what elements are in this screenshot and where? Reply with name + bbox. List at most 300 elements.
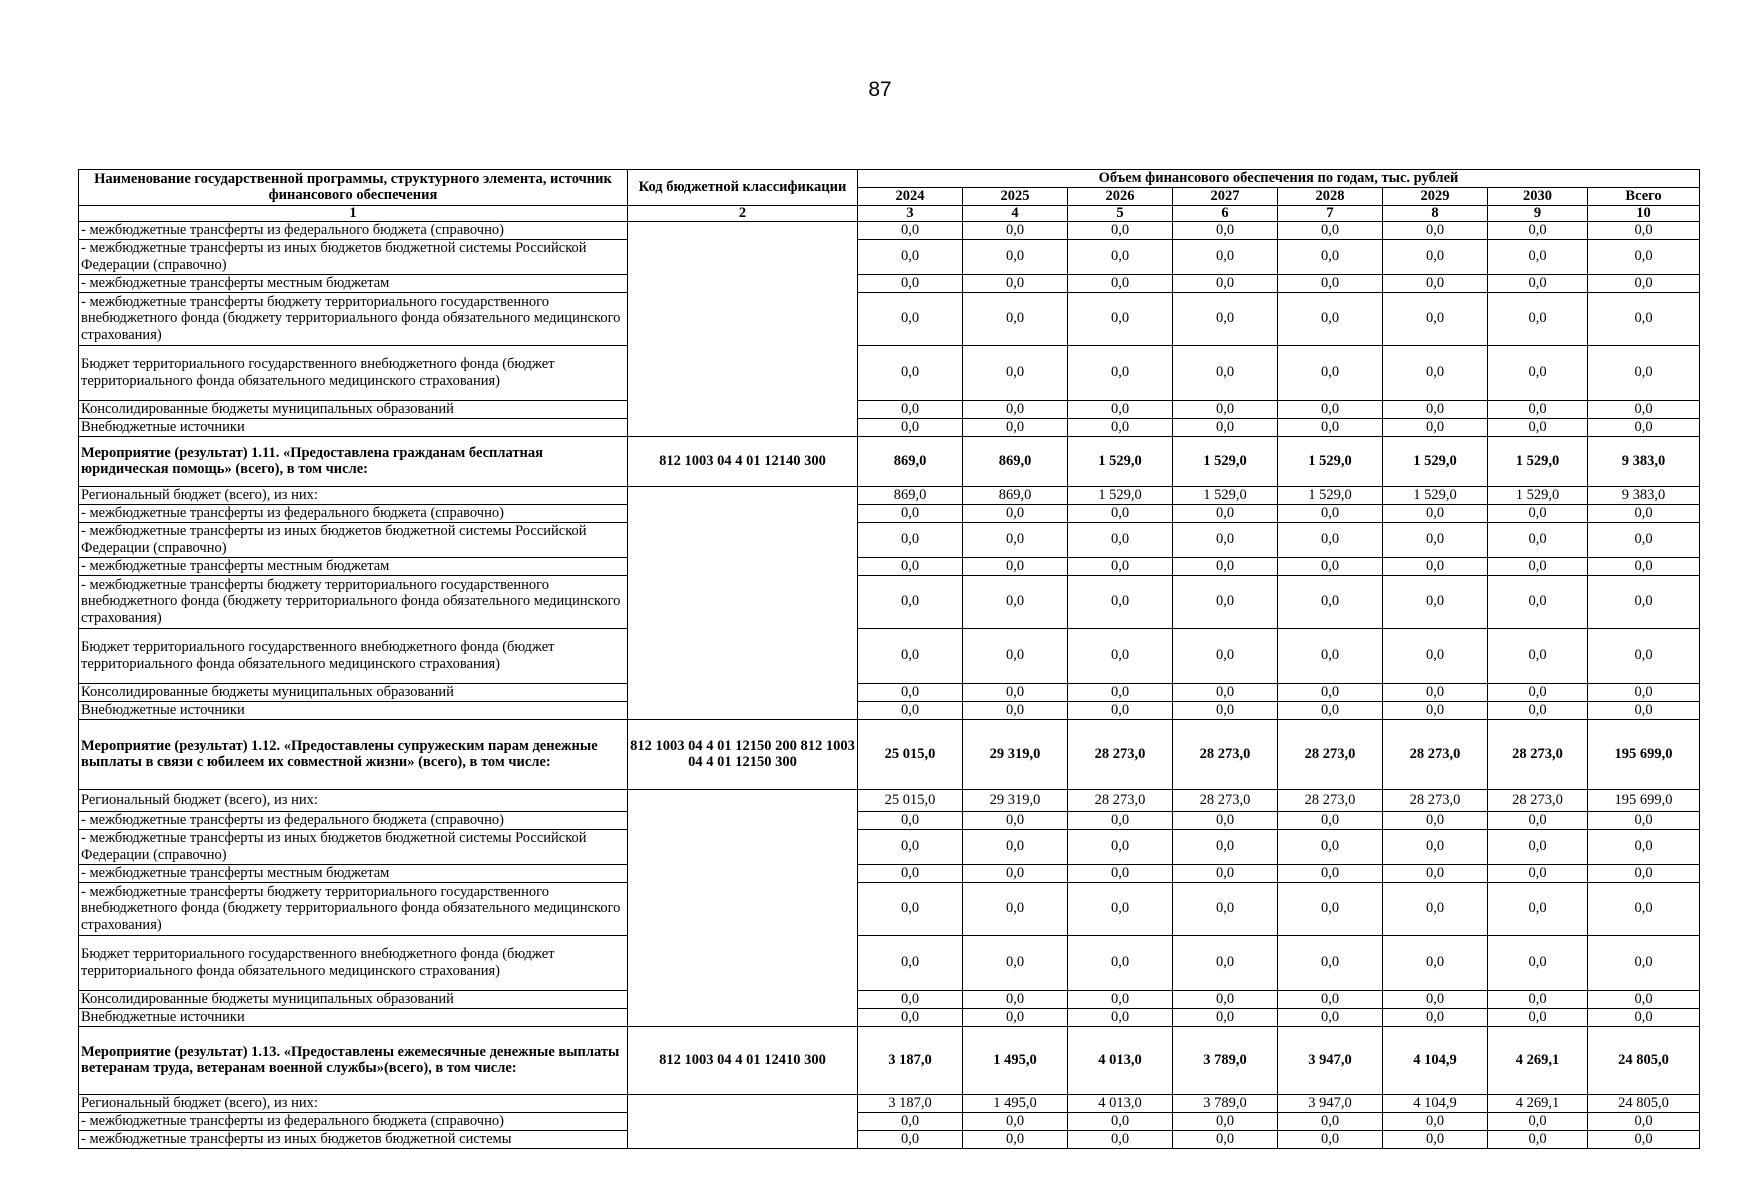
row-name: Региональный бюджет (всего), из них: (79, 486, 628, 504)
value-cell: 0,0 (858, 701, 963, 719)
budget-code: 812 1003 04 4 01 12150 200 812 1003 04 4 01 12150 300 (628, 719, 858, 789)
value-total: 0,0 (1588, 504, 1700, 522)
value-total: 0,0 (1588, 274, 1700, 292)
row-name: Бюджет территориального государственного внебюджетного фонда (бюджет территориального фонда обязательного медицинского страхования) (79, 345, 628, 400)
table-row (79, 990, 1700, 1008)
value-cell: 0,0 (1383, 274, 1488, 292)
value-cell: 0,0 (1173, 864, 1278, 882)
value-cell: 29 319,0 (963, 789, 1068, 811)
value-cell: 0,0 (963, 239, 1068, 274)
header-year: 2026 (1068, 188, 1173, 206)
value-cell: 0,0 (1383, 504, 1488, 522)
value-cell: 0,0 (1278, 829, 1383, 864)
column-index: 3 (858, 205, 963, 221)
value-cell: 0,0 (1488, 522, 1588, 557)
row-name: - межбюджетные трансферты местным бюджетам (79, 864, 628, 882)
row-name: Внебюджетные источники (79, 1008, 628, 1026)
table-row (79, 701, 1700, 719)
value-cell: 0,0 (1068, 882, 1173, 935)
value-cell: 0,0 (1173, 1008, 1278, 1026)
value-cell: 4 013,0 (1068, 1026, 1173, 1094)
column-index: 9 (1488, 205, 1588, 221)
row-name: Региональный бюджет (всего), из них: (79, 1094, 628, 1112)
value-total: 0,0 (1588, 882, 1700, 935)
value-cell: 0,0 (858, 864, 963, 882)
value-cell: 1 529,0 (1068, 436, 1173, 486)
value-cell: 0,0 (1068, 418, 1173, 436)
table-row (79, 935, 1700, 990)
value-cell: 0,0 (1173, 418, 1278, 436)
value-cell: 0,0 (963, 864, 1068, 882)
row-name: - межбюджетные трансферты из иных бюджетов бюджетной системы (79, 1130, 628, 1148)
activity-row (79, 436, 1700, 486)
activity-row (79, 1026, 1700, 1094)
value-cell: 0,0 (1278, 557, 1383, 575)
row-name: - межбюджетные трансферты из иных бюджетов бюджетной системы Российской Федерации (справочно) (79, 522, 628, 557)
value-cell: 0,0 (858, 575, 963, 628)
value-cell: 0,0 (1278, 522, 1383, 557)
value-cell: 0,0 (1278, 274, 1383, 292)
value-cell: 0,0 (1278, 1112, 1383, 1130)
value-cell: 0,0 (858, 811, 963, 829)
header-year: 2024 (858, 188, 963, 206)
value-cell: 0,0 (1383, 557, 1488, 575)
value-cell: 0,0 (963, 575, 1068, 628)
value-cell: 0,0 (1278, 1130, 1383, 1148)
value-cell: 0,0 (1173, 683, 1278, 701)
value-cell: 0,0 (963, 221, 1068, 239)
table-row (79, 829, 1700, 864)
value-total: 0,0 (1588, 628, 1700, 683)
value-total: 0,0 (1588, 829, 1700, 864)
value-cell: 0,0 (1488, 935, 1588, 990)
value-cell: 0,0 (1488, 1130, 1588, 1148)
value-cell: 0,0 (1278, 504, 1383, 522)
value-cell: 0,0 (1278, 1008, 1383, 1026)
value-cell: 0,0 (1173, 345, 1278, 400)
value-cell: 4 104,9 (1383, 1026, 1488, 1094)
row-name: - межбюджетные трансферты бюджету территориального государственного внебюджетного фонда (бюджету территориального фонда обязательного медицинского страхования) (79, 292, 628, 345)
value-cell: 0,0 (1488, 1112, 1588, 1130)
table-body (79, 221, 1700, 1148)
value-total: 9 383,0 (1588, 486, 1700, 504)
value-cell: 0,0 (1383, 829, 1488, 864)
value-cell: 28 273,0 (1278, 789, 1383, 811)
value-cell: 0,0 (1068, 345, 1173, 400)
value-cell: 0,0 (1383, 575, 1488, 628)
value-total: 195 699,0 (1588, 719, 1700, 789)
value-total: 195 699,0 (1588, 789, 1700, 811)
value-cell: 0,0 (1278, 292, 1383, 345)
value-cell: 0,0 (1488, 274, 1588, 292)
value-total: 0,0 (1588, 701, 1700, 719)
value-cell: 3 187,0 (858, 1094, 963, 1112)
value-cell: 0,0 (1488, 683, 1588, 701)
row-name: Мероприятие (результат) 1.12. «Предоставлены супружеским парам денежные выплаты в связи с юбилеем их совместной жизни» (всего), в том числе: (79, 719, 628, 789)
budget-code: 812 1003 04 4 01 12140 300 (628, 436, 858, 486)
value-cell: 0,0 (1173, 935, 1278, 990)
value-cell: 0,0 (963, 829, 1068, 864)
value-cell: 0,0 (1488, 829, 1588, 864)
row-name: Мероприятие (результат) 1.11. «Предоставлена гражданам бесплатная юридическая помощь» (всего), в том числе: (79, 436, 628, 486)
value-cell: 4 269,1 (1488, 1094, 1588, 1112)
value-cell: 0,0 (1173, 400, 1278, 418)
value-total: 24 805,0 (1588, 1094, 1700, 1112)
value-cell: 0,0 (858, 274, 963, 292)
table-row (79, 1112, 1700, 1130)
value-cell: 0,0 (963, 1008, 1068, 1026)
value-cell: 0,0 (1173, 504, 1278, 522)
value-total: 0,0 (1588, 990, 1700, 1008)
value-cell: 3 187,0 (858, 1026, 963, 1094)
value-cell: 0,0 (1068, 1008, 1173, 1026)
value-cell: 29 319,0 (963, 719, 1068, 789)
value-total: 0,0 (1588, 557, 1700, 575)
row-name: - межбюджетные трансферты из федерального бюджета (справочно) (79, 1112, 628, 1130)
value-cell: 0,0 (963, 701, 1068, 719)
row-name: Мероприятие (результат) 1.13. «Предоставлены ежемесячные денежные выплаты ветеранам труда, ветеранам военной службы»(всего), в том числе: (79, 1026, 628, 1094)
value-cell: 28 273,0 (1068, 789, 1173, 811)
value-cell: 0,0 (858, 990, 963, 1008)
value-total: 0,0 (1588, 522, 1700, 557)
value-total: 0,0 (1588, 418, 1700, 436)
header-year: 2025 (963, 188, 1068, 206)
value-cell: 0,0 (1488, 575, 1588, 628)
row-name: Бюджет территориального государственного внебюджетного фонда (бюджет территориального фонда обязательного медицинского страхования) (79, 935, 628, 990)
value-cell: 0,0 (1068, 274, 1173, 292)
row-name: - межбюджетные трансферты из федерального бюджета (справочно) (79, 504, 628, 522)
table-row (79, 274, 1700, 292)
table-header (79, 170, 1700, 222)
value-cell: 0,0 (1068, 504, 1173, 522)
table-row (79, 292, 1700, 345)
value-cell: 0,0 (858, 345, 963, 400)
value-cell: 0,0 (1488, 701, 1588, 719)
value-cell: 0,0 (1383, 239, 1488, 274)
value-cell: 0,0 (1068, 221, 1173, 239)
value-cell: 0,0 (858, 221, 963, 239)
value-cell: 0,0 (1278, 882, 1383, 935)
value-cell: 1 495,0 (963, 1094, 1068, 1112)
value-cell: 1 529,0 (1173, 486, 1278, 504)
value-cell: 0,0 (1173, 829, 1278, 864)
value-total: 0,0 (1588, 292, 1700, 345)
value-total: 0,0 (1588, 864, 1700, 882)
value-cell: 0,0 (1383, 628, 1488, 683)
value-cell: 0,0 (1068, 864, 1173, 882)
value-cell: 0,0 (1383, 221, 1488, 239)
value-cell: 0,0 (1383, 1008, 1488, 1026)
value-cell: 1 529,0 (1383, 486, 1488, 504)
value-cell: 0,0 (858, 882, 963, 935)
value-cell: 0,0 (1068, 575, 1173, 628)
value-cell: 0,0 (1383, 990, 1488, 1008)
value-cell: 0,0 (1383, 345, 1488, 400)
value-cell: 0,0 (1173, 882, 1278, 935)
value-cell: 0,0 (1488, 864, 1588, 882)
value-cell: 0,0 (1488, 882, 1588, 935)
value-total: 9 383,0 (1588, 436, 1700, 486)
value-cell: 1 529,0 (1488, 486, 1588, 504)
value-cell: 0,0 (963, 882, 1068, 935)
value-cell: 0,0 (1068, 811, 1173, 829)
value-cell: 0,0 (858, 292, 963, 345)
column-index: 4 (963, 205, 1068, 221)
row-name: - межбюджетные трансферты из иных бюджетов бюджетной системы Российской Федерации (справочно) (79, 239, 628, 274)
value-cell: 0,0 (1278, 575, 1383, 628)
table-row (79, 557, 1700, 575)
value-cell: 0,0 (858, 239, 963, 274)
value-cell: 0,0 (1068, 400, 1173, 418)
header-year: 2028 (1278, 188, 1383, 206)
value-cell: 1 529,0 (1068, 486, 1173, 504)
row-name: Консолидированные бюджеты муниципальных образований (79, 990, 628, 1008)
table-row (79, 400, 1700, 418)
value-cell: 0,0 (1278, 628, 1383, 683)
header-year: 2029 (1383, 188, 1488, 206)
value-cell: 0,0 (1173, 1112, 1278, 1130)
value-cell: 0,0 (1173, 274, 1278, 292)
table-row (79, 522, 1700, 557)
column-index: 2 (628, 205, 858, 221)
column-index: 10 (1588, 205, 1700, 221)
value-cell: 0,0 (1068, 683, 1173, 701)
value-cell: 0,0 (1488, 990, 1588, 1008)
financing-table (78, 169, 1700, 1149)
value-cell: 0,0 (1488, 345, 1588, 400)
value-total: 0,0 (1588, 1008, 1700, 1026)
value-cell: 0,0 (1068, 1130, 1173, 1148)
value-cell: 0,0 (1278, 400, 1383, 418)
value-cell: 0,0 (1278, 418, 1383, 436)
value-cell: 0,0 (963, 628, 1068, 683)
value-cell: 0,0 (858, 400, 963, 418)
row-name: - межбюджетные трансферты из федерального бюджета (справочно) (79, 221, 628, 239)
value-cell: 0,0 (1488, 557, 1588, 575)
table-row (79, 683, 1700, 701)
page-number: 87 (868, 78, 892, 101)
value-cell: 0,0 (963, 418, 1068, 436)
budget-code-empty (628, 221, 858, 436)
value-cell: 0,0 (1278, 701, 1383, 719)
value-cell: 0,0 (1488, 418, 1588, 436)
table-row (79, 575, 1700, 628)
value-cell: 0,0 (1488, 239, 1588, 274)
table-row (79, 864, 1700, 882)
value-cell: 0,0 (1383, 400, 1488, 418)
value-cell: 0,0 (1068, 557, 1173, 575)
row-name: - межбюджетные трансферты местным бюджетам (79, 274, 628, 292)
table-row (79, 1008, 1700, 1026)
value-cell: 0,0 (963, 557, 1068, 575)
value-cell: 28 273,0 (1173, 789, 1278, 811)
budget-code-empty (628, 486, 858, 719)
value-cell: 0,0 (1173, 575, 1278, 628)
value-cell: 0,0 (963, 345, 1068, 400)
value-cell: 3 947,0 (1278, 1094, 1383, 1112)
value-cell: 28 273,0 (1068, 719, 1173, 789)
value-cell: 0,0 (1278, 239, 1383, 274)
value-cell: 0,0 (1383, 683, 1488, 701)
value-total: 0,0 (1588, 400, 1700, 418)
value-total: 0,0 (1588, 1130, 1700, 1148)
table-row (79, 486, 1700, 504)
value-cell: 3 789,0 (1173, 1026, 1278, 1094)
value-cell: 869,0 (963, 436, 1068, 486)
value-cell: 25 015,0 (858, 719, 963, 789)
value-cell: 0,0 (1173, 292, 1278, 345)
value-total: 0,0 (1588, 683, 1700, 701)
value-cell: 0,0 (1278, 811, 1383, 829)
value-cell: 0,0 (1383, 418, 1488, 436)
value-cell: 0,0 (1383, 1130, 1488, 1148)
budget-code-empty (628, 1094, 858, 1148)
value-cell: 0,0 (858, 504, 963, 522)
table-row (79, 418, 1700, 436)
value-cell: 4 104,9 (1383, 1094, 1488, 1112)
value-cell: 0,0 (963, 1112, 1068, 1130)
value-cell: 0,0 (858, 1008, 963, 1026)
value-total: 0,0 (1588, 345, 1700, 400)
value-cell: 0,0 (963, 504, 1068, 522)
value-cell: 0,0 (1278, 221, 1383, 239)
value-cell: 869,0 (858, 436, 963, 486)
value-cell: 0,0 (1488, 221, 1588, 239)
row-name: - межбюджетные трансферты бюджету территориального государственного внебюджетного фонда (бюджету территориального фонда обязательного медицинского страхования) (79, 575, 628, 628)
value-cell: 0,0 (1488, 628, 1588, 683)
table-row (79, 628, 1700, 683)
value-cell: 0,0 (858, 935, 963, 990)
row-name: - межбюджетные трансферты из иных бюджетов бюджетной системы Российской Федерации (справочно) (79, 829, 628, 864)
value-cell: 0,0 (1383, 292, 1488, 345)
row-name: Внебюджетные источники (79, 418, 628, 436)
value-cell: 0,0 (858, 683, 963, 701)
value-cell: 0,0 (1068, 292, 1173, 345)
table-row (79, 789, 1700, 811)
value-total: 24 805,0 (1588, 1026, 1700, 1094)
header-name-column: Наименование государственной программы, структурного элемента, источник финансового обеспечения (79, 170, 628, 206)
value-cell: 0,0 (1383, 522, 1488, 557)
value-cell: 0,0 (858, 418, 963, 436)
value-cell: 0,0 (963, 522, 1068, 557)
value-cell: 0,0 (1173, 1130, 1278, 1148)
value-cell: 28 273,0 (1383, 719, 1488, 789)
value-cell: 0,0 (858, 628, 963, 683)
header-total: Всего (1588, 188, 1700, 206)
value-cell: 0,0 (963, 274, 1068, 292)
value-cell: 0,0 (1383, 864, 1488, 882)
value-cell: 0,0 (963, 683, 1068, 701)
value-cell: 0,0 (1488, 1008, 1588, 1026)
value-cell: 0,0 (858, 557, 963, 575)
value-cell: 0,0 (1173, 239, 1278, 274)
value-cell: 1 529,0 (1173, 436, 1278, 486)
value-total: 0,0 (1588, 239, 1700, 274)
budget-code: 812 1003 04 4 01 12410 300 (628, 1026, 858, 1094)
header-year: 2027 (1173, 188, 1278, 206)
value-total: 0,0 (1588, 811, 1700, 829)
table-row (79, 811, 1700, 829)
value-cell: 0,0 (1383, 811, 1488, 829)
value-cell: 0,0 (1278, 864, 1383, 882)
value-cell: 0,0 (1278, 935, 1383, 990)
value-cell: 0,0 (1383, 935, 1488, 990)
value-cell: 0,0 (963, 1130, 1068, 1148)
value-cell: 0,0 (1488, 292, 1588, 345)
row-name: - межбюджетные трансферты из федерального бюджета (справочно) (79, 811, 628, 829)
value-cell: 3 947,0 (1278, 1026, 1383, 1094)
value-total: 0,0 (1588, 221, 1700, 239)
value-cell: 0,0 (1173, 990, 1278, 1008)
table-row (79, 221, 1700, 239)
value-cell: 869,0 (858, 486, 963, 504)
value-total: 0,0 (1588, 575, 1700, 628)
row-name: - межбюджетные трансферты местным бюджетам (79, 557, 628, 575)
value-cell: 0,0 (963, 292, 1068, 345)
value-cell: 28 273,0 (1383, 789, 1488, 811)
value-cell: 1 529,0 (1278, 486, 1383, 504)
header-volume-group: Объем финансового обеспечения по годам, тыс. рублей (858, 170, 1700, 188)
value-cell: 0,0 (963, 811, 1068, 829)
value-cell: 0,0 (1173, 701, 1278, 719)
header-year: 2030 (1488, 188, 1588, 206)
value-cell: 0,0 (1278, 683, 1383, 701)
budget-code-empty (628, 789, 858, 1026)
value-cell: 28 273,0 (1173, 719, 1278, 789)
column-index: 7 (1278, 205, 1383, 221)
value-cell: 0,0 (1488, 504, 1588, 522)
value-cell: 0,0 (1173, 811, 1278, 829)
activity-row (79, 719, 1700, 789)
value-cell: 0,0 (1278, 990, 1383, 1008)
value-cell: 0,0 (858, 1112, 963, 1130)
column-index: 5 (1068, 205, 1173, 221)
value-cell: 0,0 (963, 400, 1068, 418)
value-cell: 0,0 (1173, 221, 1278, 239)
row-name: Бюджет территориального государственного внебюджетного фонда (бюджет территориального фонда обязательного медицинского страхования) (79, 628, 628, 683)
value-cell: 0,0 (1068, 990, 1173, 1008)
value-cell: 0,0 (1488, 400, 1588, 418)
table-row (79, 1130, 1700, 1148)
value-cell: 0,0 (1173, 557, 1278, 575)
value-cell: 0,0 (858, 829, 963, 864)
value-cell: 0,0 (963, 990, 1068, 1008)
value-cell: 0,0 (1383, 882, 1488, 935)
value-cell: 0,0 (1383, 1112, 1488, 1130)
row-name: Консолидированные бюджеты муниципальных образований (79, 400, 628, 418)
table-row (79, 345, 1700, 400)
column-index: 8 (1383, 205, 1488, 221)
value-cell: 1 529,0 (1278, 436, 1383, 486)
value-cell: 0,0 (963, 935, 1068, 990)
value-cell: 0,0 (1173, 522, 1278, 557)
value-cell: 0,0 (1278, 345, 1383, 400)
column-index: 6 (1173, 205, 1278, 221)
value-cell: 869,0 (963, 486, 1068, 504)
value-cell: 0,0 (1068, 701, 1173, 719)
table-row (79, 239, 1700, 274)
table-row (79, 504, 1700, 522)
value-cell: 4 269,1 (1488, 1026, 1588, 1094)
row-name: - межбюджетные трансферты бюджету территориального государственного внебюджетного фонда (бюджету территориального фонда обязательного медицинского страхования) (79, 882, 628, 935)
value-cell: 0,0 (1383, 701, 1488, 719)
table-row (79, 1094, 1700, 1112)
value-cell: 1 495,0 (963, 1026, 1068, 1094)
value-cell: 25 015,0 (858, 789, 963, 811)
value-cell: 28 273,0 (1488, 789, 1588, 811)
value-cell: 0,0 (1068, 1112, 1173, 1130)
row-name: Внебюджетные источники (79, 701, 628, 719)
